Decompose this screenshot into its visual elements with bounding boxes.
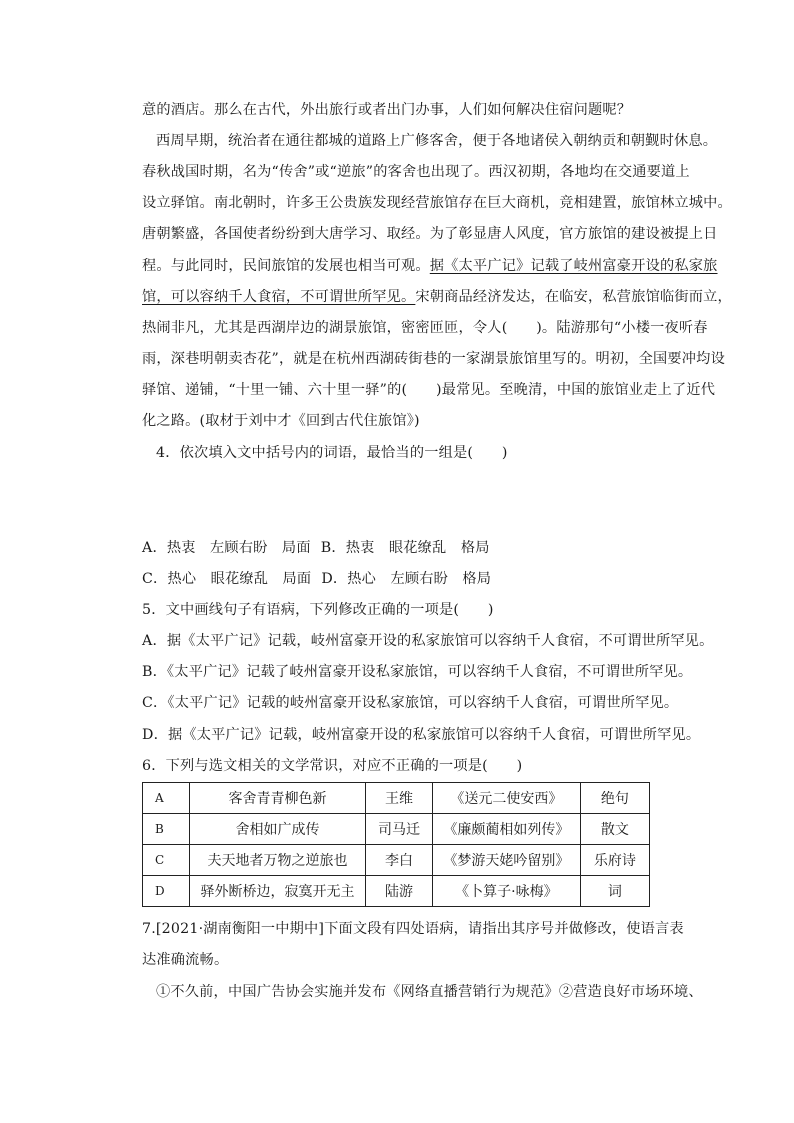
option-d: D．据《太平广记》记载，岐州富豪开设的私家旅馆可以容纳千人食宿，可谓世所罕见。 (142, 727, 701, 743)
table-row (143, 876, 650, 907)
table-cell: 客舍青青柳色新 (190, 783, 366, 814)
table-cell: 乐府诗 (580, 845, 649, 876)
underlined-sentence: 馆，可以容纳千人食宿，不可谓世所罕见。 (142, 289, 416, 305)
passage-text: 程。与此同时，民间旅馆的发展也相当可观。 (142, 258, 430, 274)
option-c: C．热心 眼花缭乱 局面 (142, 571, 312, 587)
passage-line: 雨，深巷明朝卖杏花”，就是在杭州西湖砖街巷的一家湖景旅馆里写的。明初，全国要冲均设 (142, 351, 725, 367)
option-a: A．热衷 左顾右盼 局面 (142, 540, 311, 556)
table-cell: C (143, 845, 190, 876)
table-cell: 驿外断桥边，寂寞开无主 (190, 876, 366, 907)
table-row (143, 845, 650, 876)
table-cell: 词 (580, 876, 649, 907)
passage-line: 热闹非凡，尤其是西湖岸边的湖景旅馆，密密匝匝，令人( )。陆游那句“小楼一夜听春 (142, 320, 708, 336)
passage-line: 西周早期，统治者在通往都城的道路上广修客舍，便于各地诸侯入朝纳贡和朝觐时休息。 (156, 133, 718, 149)
table-cell: 王维 (365, 783, 432, 814)
option-d: D．热心 左顾右盼 格局 (321, 571, 492, 587)
question-5-stem: 5．文中画线句子有语病，下列修改正确的一项是( ) (142, 602, 494, 618)
underlined-sentence: 据《太平广记》记载了岐州富豪开设的私家旅 (429, 258, 718, 274)
table-cell: 《卜算子·咏梅》 (433, 876, 581, 907)
passage-line: 化之路。(取材于刘中才《回到古代住旅馆》) (142, 413, 420, 429)
question-7-stem-cont: 达准确流畅。 (142, 952, 229, 968)
question-6-stem: 6．下列与选文相关的文学常识，对应不正确的一项是( ) (142, 758, 523, 774)
passage-line: 设立驿馆。南北朝时，许多王公贵族发现经营旅馆存在巨大商机，竞相建置，旅馆林立城中。 (142, 195, 732, 211)
table-cell: 舍相如广成传 (190, 814, 366, 845)
option-c: C．《太平广记》记载的岐州富豪开设私家旅馆，可以容纳千人食宿，可谓世所罕见。 (142, 695, 679, 711)
option-b: B．热衷 眼花缭乱 格局 (320, 540, 490, 556)
option-a: A．据《太平广记》记载，岐州富豪开设的私家旅馆可以容纳千人食宿，不可谓世所罕见。 (142, 633, 714, 649)
table-cell: 《送元二使安西》 (433, 783, 581, 814)
table-cell: D (143, 876, 190, 907)
table-cell: 司马迁 (365, 814, 432, 845)
table-cell: 陆游 (365, 876, 432, 907)
option-b: B．《太平广记》记载了岐州富豪开设私家旅馆，可以容纳千人食宿，不可谓世所罕见。 (142, 664, 693, 680)
question-4-options-row1 (142, 538, 662, 558)
table-cell: 夫天地者万物之逆旅也 (190, 845, 366, 876)
passage-line: 唐朝繁盛，各国使者纷纷到大唐学习、取经。为了彰显唐人风度，官方旅馆的建设被提上日 (142, 226, 718, 242)
passage-line: 春秋战国时期，名为“传舍”或“逆旅”的客舍也出现了。西汉初期，各地均在交通要道上 (142, 164, 690, 180)
question-4-options-row2 (142, 569, 662, 589)
question-7-passage: ①不久前，中国广告协会实施并发布《网络直播营销行为规范》②营造良好市场环境、 (156, 984, 703, 1000)
question-7-stem: 7.[2021·湖南衡阳一中期中]下面文段有四处语病，请指出其序号并做修改，使语言表 (142, 921, 684, 937)
literature-table (142, 782, 650, 907)
table-cell: 散文 (580, 814, 649, 845)
table-cell: 绝句 (580, 783, 649, 814)
table-row (143, 814, 650, 845)
table-cell: A (143, 783, 190, 814)
passage-line: 驿馆、递铺，“十里一铺、六十里一驿”的( )最常见。至晚清，中国的旅馆业走上了近代 (142, 382, 716, 398)
question-4-stem: 4．依次填入文中括号内的词语，最恰当的一组是( ) (156, 445, 508, 461)
table-row (143, 783, 650, 814)
passage-line: 意的酒店。那么在古代，外出旅行或者出门办事，人们如何解决住宿问题呢？ (142, 102, 632, 118)
passage-text: 宋朝商品经济发达，在临安，私营旅馆临街而立， (415, 289, 732, 305)
table-cell: 《梦游天姥吟留别》 (433, 845, 581, 876)
table-cell: B (143, 814, 190, 845)
passage-line (142, 287, 732, 307)
table-cell: 《廉颇蔺相如列传》 (433, 814, 581, 845)
passage-line (142, 256, 718, 276)
table-cell: 李白 (365, 845, 432, 876)
